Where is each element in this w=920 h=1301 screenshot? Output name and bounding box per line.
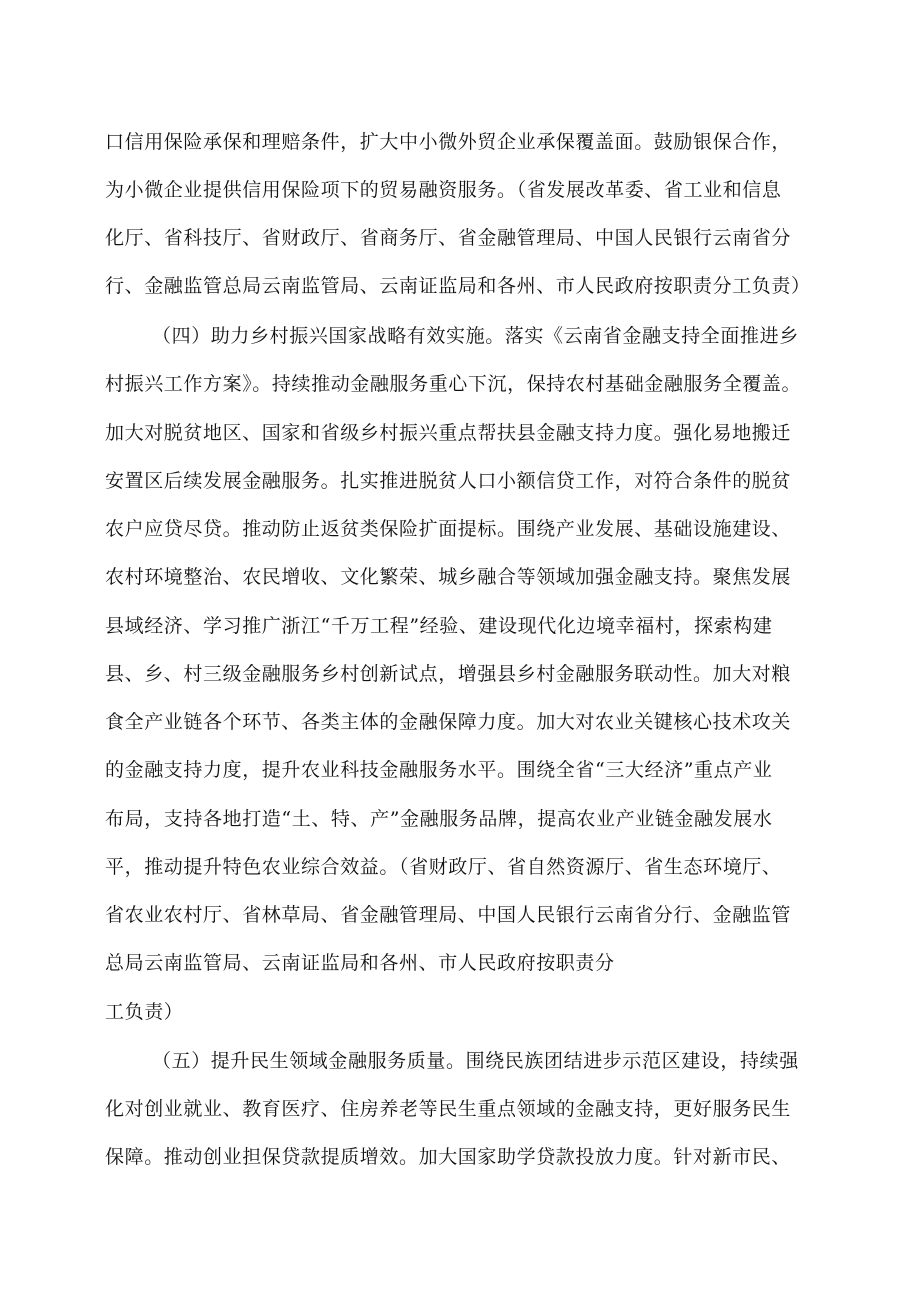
paragraph-heading-line: （四）助力乡村振兴国家战略有效实施。落实《云南省金融支持全面推进乡 [152,325,799,347]
text-line: 化对创业就业、教育医疗、住房养老等民生重点领域的金融支持，更好服务民生 [105,1098,792,1120]
text-line: 工负责） [105,1001,184,1023]
text-line: 县、乡、村三级金融服务乡村创新试点，增强县乡村金融服务联动性。加大对粮 [105,663,792,685]
text-line: 口信用保险承保和理赔条件，扩大中小微外贸企业承保覆盖面。鼓励银保合作， [105,131,792,153]
text-line: 县域经济、学习推广浙江“千万工程”经验、建设现代化边境幸福村，探索构建 [105,615,773,637]
text-line: 食全产业链各个环节、各类主体的金融保障力度。加大对农业关键核心技术攻关 [105,711,792,733]
text-line: 化厅、省科技厅、省财政厅、省商务厅、省金融管理局、中国人民银行云南省分 [105,227,792,249]
text-line: 的金融支持力度，提升农业科技金融服务水平。围绕全省“三大经济”重点产业 [105,759,773,781]
text-line: 加大对脱贫地区、国家和省级乡村振兴重点帮扶县金融支持力度。强化易地搬迁 [105,422,792,444]
text-line: 农村环境整治、农民增收、文化繁荣、城乡融合等领域加强金融支持。聚焦发展 [105,566,792,588]
text-line: 保障。推动创业担保贷款提质增效。加大国家助学贷款投放力度。针对新市民、 [105,1146,792,1168]
text-line: 布局，支持各地打造“土、特、产”金融服务品牌，提高农业产业链金融发展水 [105,808,773,830]
text-line: 平，推动提升特色农业综合效益。（省财政厅、省自然资源厅、省生态环境厅、 [105,856,782,878]
text-line: 村振兴工作方案》。持续推动金融服务重心下沉，保持农村基础金融服务全覆盖。 [105,373,802,395]
paragraph-heading-line: （五）提升民生领域金融服务质量。围绕民族团结进步示范区建设，持续强 [152,1050,799,1072]
text-line: 省农业农村厅、省林草局、省金融管理局、中国人民银行云南省分行、金融监管 [105,904,792,926]
text-line: 总局云南监管局、云南证监局和各州、市人民政府按职责分 [105,952,615,974]
text-line: 农户应贷尽贷。推动防止返贫类保险扩面提标。围绕产业发展、基础设施建设、 [105,518,792,540]
text-line: 安置区后续发展金融服务。扎实推进脱贫人口小额信贷工作，对符合条件的脱贫 [105,470,792,492]
text-line: 为小微企业提供信用保险项下的贸易融资服务。（省发展改革委、省工业和信息 [105,179,782,201]
text-line: 行、金融监管总局云南监管局、云南证监局和各州、市人民政府按职责分工负责） [105,275,811,297]
